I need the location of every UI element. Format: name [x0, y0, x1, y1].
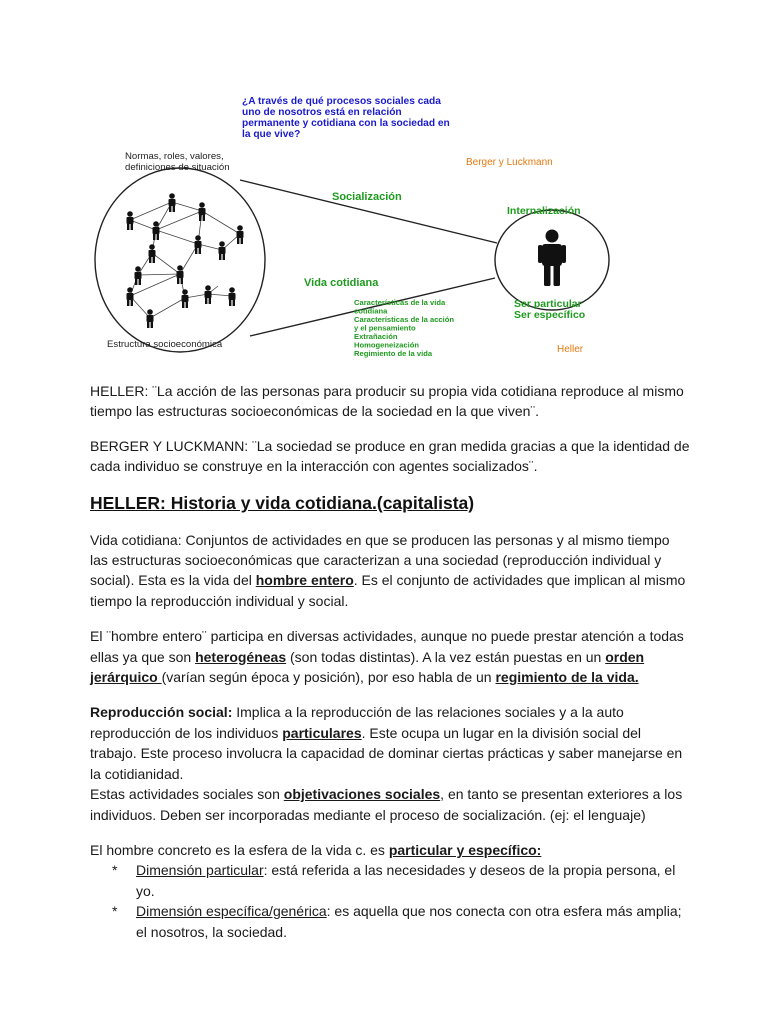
- document-body: [90, 381, 690, 942]
- text-run: , en tanto se presentan exteriores a los individuos. Deben ser incorporadas mediante el proceso de socialización. (ej: el lenguaje): [90, 786, 683, 823]
- caracteristicas-line: Características de la acción: [354, 315, 455, 324]
- vida-cotidiana-label: Vida cotidiana: [304, 277, 379, 289]
- person-icon: [205, 285, 212, 304]
- person-icon: [229, 287, 236, 306]
- text-run: El ¨hombre entero¨ participa en diversas actividades, aunque no puede prestar atención a todas ellas ya que son: [90, 628, 684, 665]
- estructura-label: Estructura socioeconómica: [107, 339, 223, 350]
- dimension-label: Dimensión particular: [136, 862, 264, 879]
- diagram-question-line: ¿A través de qué procesos sociales cada: [242, 96, 441, 107]
- diagram-question-line: permanente y cotidiana con la sociedad en: [242, 118, 450, 129]
- list-item: [90, 860, 690, 901]
- socialization-diagram: [90, 88, 610, 366]
- caracteristicas-line: Homogeneización: [354, 340, 419, 350]
- text-run: Vida cotidiana: Conjuntos de actividades en que se producen las personas y al mismo tiempo las estructuras socioeconómicas que caracterizan a una sociedad (reproducción individual y social). Esta es la vida del: [90, 531, 670, 589]
- text-run: (son todas distintas). A la vez están puestas en un: [286, 648, 606, 665]
- emphasis-particular-especifico: particular y específico:: [388, 841, 542, 858]
- emphasis-particulares: particulares: [282, 724, 362, 741]
- text-run: . Es el conjunto de actividades que implican al mismo tiempo la reproducción individual y social.: [90, 572, 686, 609]
- text-run: (varían según época y posición), por eso habla de un: [161, 669, 496, 686]
- network-people: [127, 193, 244, 328]
- dimension-text: : es aquella que nos conecta con otra esfera más amplia; el nosotros, la sociedad.: [136, 903, 682, 940]
- person-icon: [153, 221, 160, 240]
- person-icon: [237, 225, 244, 244]
- society-ellipse: [95, 168, 265, 352]
- internalizacion-label: Internalización: [507, 205, 581, 217]
- emphasis-regimiento: regimiento de la vida.: [495, 669, 639, 686]
- socializacion-label: Socialización: [332, 191, 402, 203]
- caracteristicas-line: Características de la vida: [354, 298, 446, 307]
- emphasis-orden-jerarquico: orden jerárquico: [90, 648, 645, 686]
- person-icon: [135, 266, 142, 285]
- list-item: [90, 901, 690, 942]
- person-icon: [149, 244, 156, 263]
- socializacion-line: [240, 180, 497, 243]
- section-heading: HELLER: Historia y vida cotidiana.(capitalista): [90, 492, 475, 513]
- text-run: El hombre concreto es la esfera de la vida c. es: [90, 841, 389, 858]
- paragraph-hombre-concreto: [90, 840, 690, 860]
- emphasis-heterogeneas: heterogéneas: [195, 648, 287, 665]
- diagram-svg: [90, 88, 610, 366]
- diagram-question-line: la que vive?: [242, 129, 301, 140]
- normas-label: Normas, roles, valores,: [125, 151, 224, 162]
- person-icon: [195, 235, 202, 254]
- person-icon: [169, 193, 176, 212]
- dimension-list: [90, 860, 690, 942]
- emphasis-hombre-entero: hombre entero: [255, 572, 354, 589]
- caracteristicas-list: [354, 298, 454, 358]
- caracteristicas-line: y el pensamiento: [354, 323, 416, 333]
- emphasis-objetivaciones: objetivaciones sociales: [283, 786, 441, 803]
- paragraph-vida-cotidiana: [90, 530, 690, 612]
- text-run: Implica a la reproducción de las relaciones sociales y a la auto reproducción de los individuos: [90, 704, 624, 741]
- normas-label: definiciones de situación: [125, 162, 230, 173]
- person-icon: [127, 287, 134, 306]
- bullet-star-icon: *: [112, 903, 118, 920]
- person-icon: [182, 289, 189, 308]
- caracteristicas-line: Regimiento de la vida: [354, 349, 433, 358]
- paragraph-hombre-entero: [90, 626, 690, 687]
- person-icon: [199, 202, 206, 221]
- individual-person-icon: [538, 230, 566, 287]
- bullet-star-icon: *: [112, 862, 118, 879]
- term-reproduccion-social: Reproducción social:: [90, 704, 233, 721]
- heller-label: Heller: [557, 344, 584, 355]
- caracteristicas-line: Extrañación: [354, 332, 398, 341]
- diagram-question-line: uno de nosotros está en relación: [242, 107, 402, 118]
- dimension-text: : está referida a las necesidades y deseos de la propia persona, el yo.: [136, 862, 676, 899]
- ser-especifico-label: Ser específico: [514, 309, 586, 321]
- person-icon: [177, 265, 184, 284]
- paragraph-reproduccion-social: [90, 702, 690, 824]
- ser-particular-label: Ser particular: [514, 298, 582, 310]
- caracteristicas-line: cotidiana: [354, 306, 388, 316]
- person-icon: [127, 211, 134, 230]
- dimension-label: Dimensión específica/genérica: [136, 903, 327, 920]
- person-icon: [147, 309, 154, 328]
- berger-luckmann-label: Berger y Luckmann: [466, 157, 553, 168]
- text-run: . Este ocupa un lugar en la división social del trabajo. Este proceso involucra la capacidad de dominar ciertas prácticas y saber manejarse en la cotidianidad.: [90, 724, 683, 782]
- berger-quote: BERGER Y LUCKMANN: ¨La sociedad se produce en gran medida gracias a que la identidad de cada individuo se construye en la interacción con agentes socializados¨.: [90, 437, 690, 475]
- heller-quote: HELLER: ¨La acción de las personas para producir su propia vida cotidiana reproduce al mismo tiempo las estructuras socioeconómicas de la sociedad en la que viven¨.: [90, 383, 684, 420]
- person-icon: [219, 241, 226, 260]
- text-run: Estas actividades sociales son: [90, 786, 284, 803]
